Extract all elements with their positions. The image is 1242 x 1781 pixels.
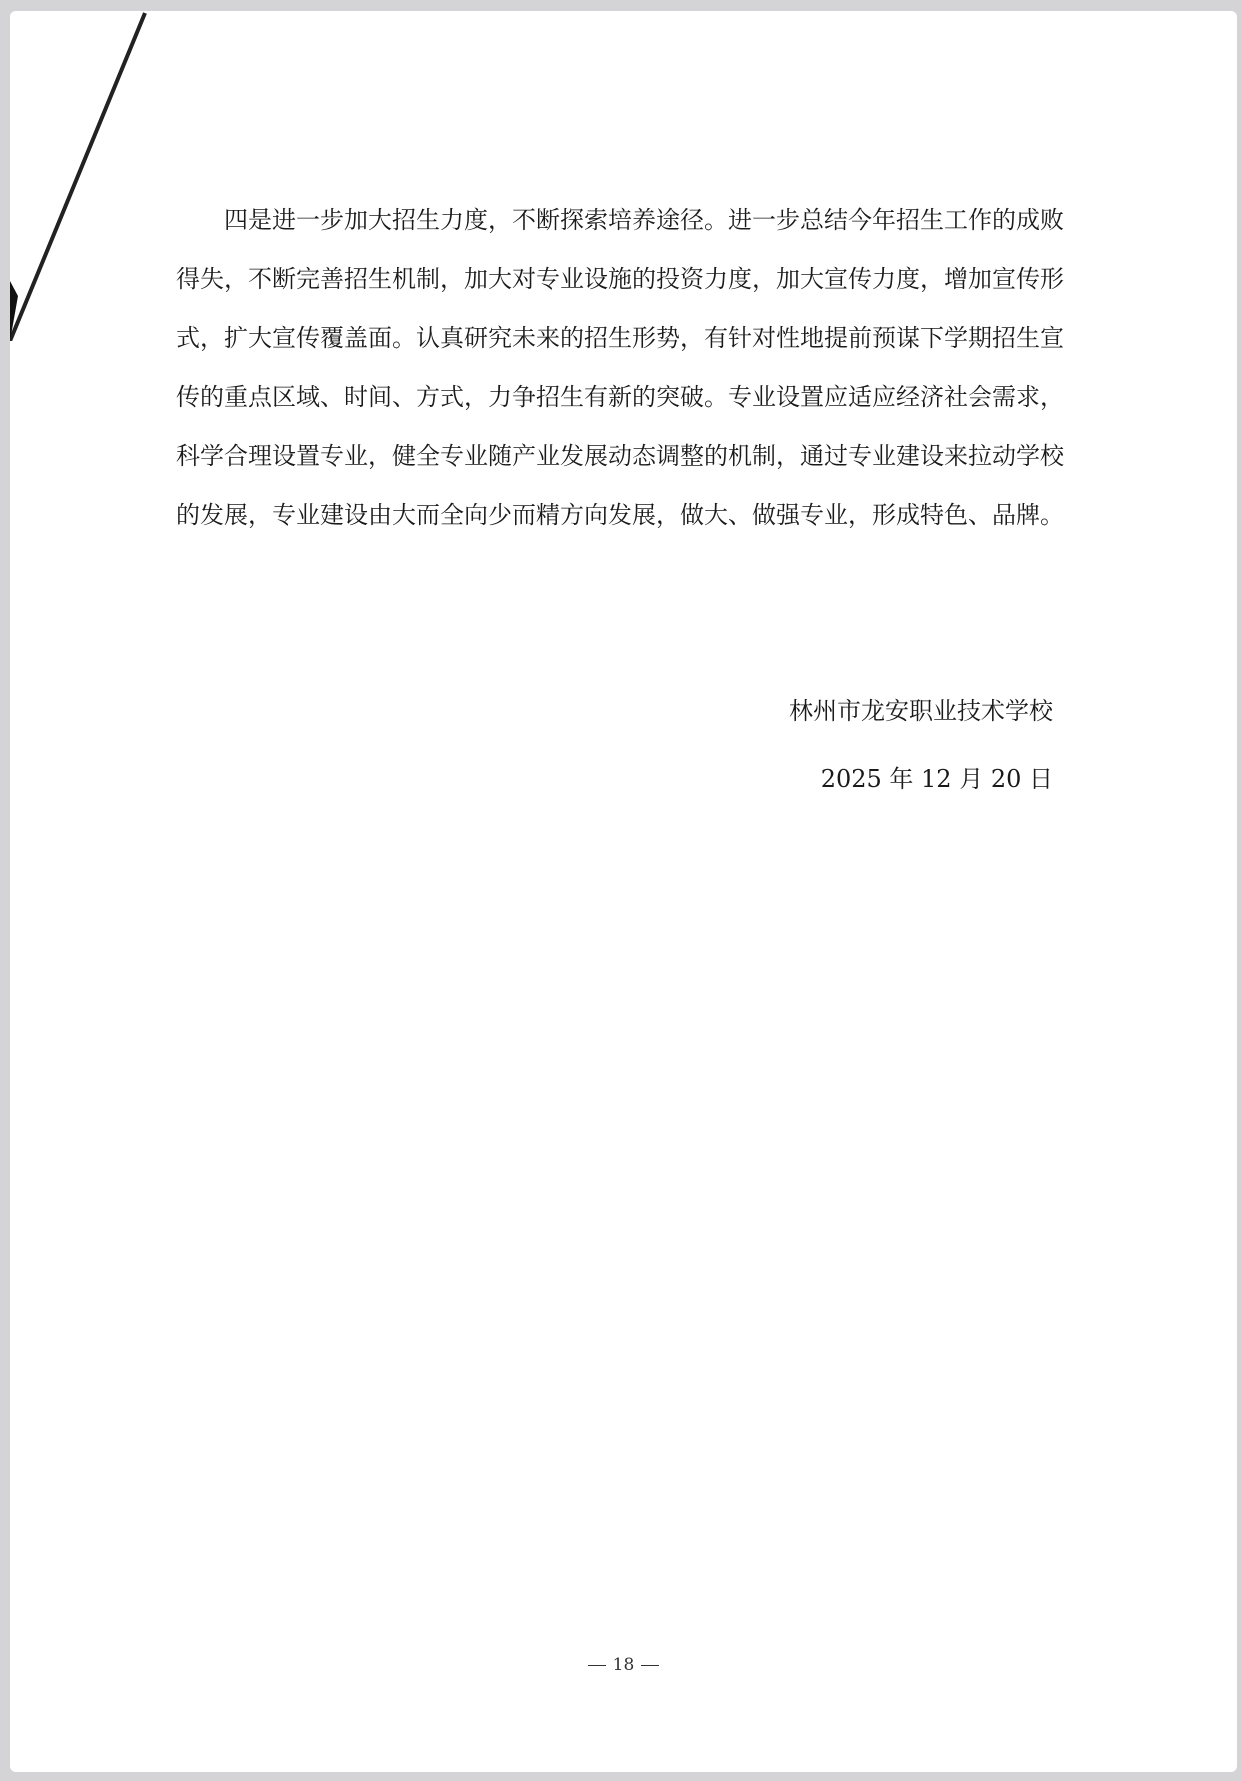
scan-shadow-edge: [10, 11, 150, 341]
organization-name: 林州市龙安职业技术学校: [789, 697, 1053, 725]
page-footer: [10, 1655, 1237, 1675]
signature-block: [789, 677, 1053, 813]
document-date: 2025 年 12 月 20 日: [820, 765, 1053, 793]
page-number: 18: [612, 1655, 635, 1675]
dash-right: [641, 1665, 659, 1666]
document-page: [10, 11, 1237, 1772]
dash-left: [588, 1665, 606, 1666]
body-paragraph: 四是进一步加大招生力度，不断探索培养途径。进一步总结今年招生工作的成败得失，不断完善招生机制，加大对专业设施的投资力度，加大宣传力度，增加宣传形式，扩大宣传覆盖面。认真研究未来的招生形势，有针对性地提前预谋下学期招生宣传的重点区域、时间、方式，力争招生有新的突破。专业设置应适应经济社会需求，科学合理设置专业，健全专业随产业发展动态调整的机制，通过专业建设来拉动学校的发展，专业建设由大而全向少而精方向发展，做大、做强专业，形成特色、品牌。: [176, 206, 1064, 529]
